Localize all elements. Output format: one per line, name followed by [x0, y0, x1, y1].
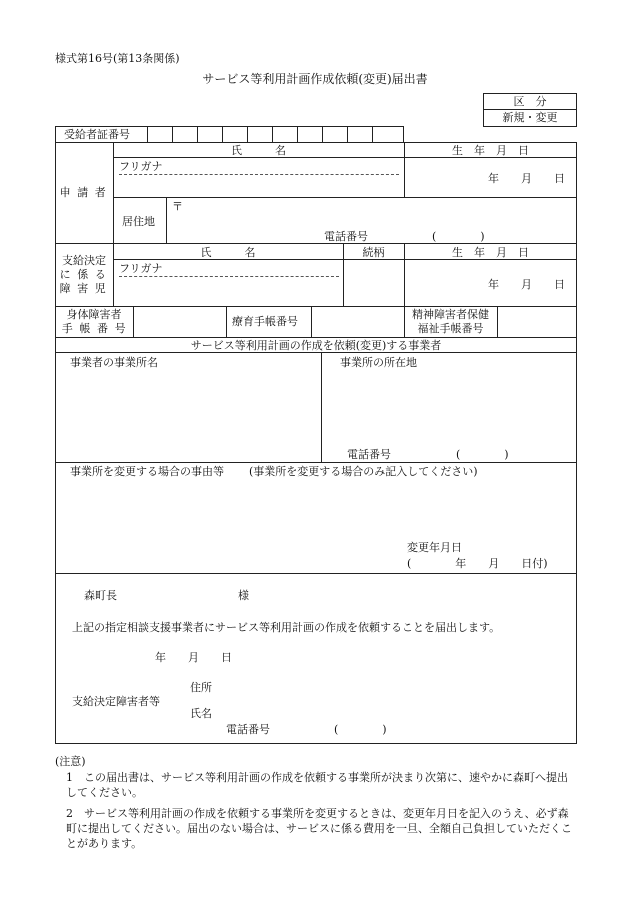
declarant-name-input[interactable]	[218, 705, 568, 721]
applicant-phone-input[interactable]: ( )	[432, 230, 485, 243]
child-furigana-input[interactable]	[170, 262, 340, 275]
declarant-name-label: 氏名	[190, 707, 212, 720]
child-section-label-2: に係る	[59, 268, 113, 281]
postal-mark: 〒	[172, 200, 183, 213]
declarant-address-input[interactable]	[218, 680, 568, 696]
applicant-furigana-label: フリガナ	[119, 160, 163, 173]
notes-heading: (注意)	[55, 755, 86, 768]
change-reason-note: (事業所を変更する場合のみ記入してください)	[249, 465, 478, 478]
change-date-input[interactable]: ( 年 月 日付)	[407, 557, 548, 570]
child-relation-label: 続柄	[362, 246, 385, 259]
applicant-birth-placeholder[interactable]: 年 月 日	[488, 172, 565, 185]
applicant-phone-label: 電話番号	[324, 230, 368, 243]
applicant-name-label: 氏 名	[231, 144, 286, 157]
office-address-input[interactable]	[326, 372, 572, 442]
applicant-furigana-input[interactable]	[170, 159, 400, 173]
form-title: サービス等利用計画作成依頼(変更)届出書	[202, 72, 428, 86]
note-item-1: 1 この届出書は、サービス等利用計画の作成を依頼する事業所が決まり次第に、速やかに森町へ提出してください。	[66, 771, 568, 799]
office-phone-label: 電話番号	[347, 448, 391, 461]
note-item-2: 2 サービス等利用計画の作成を依頼する事業所を変更するときは、変更年月日を記入のうえ、必ず森町に提出してください。届出のない場合は、サービスに係る費用を一旦、全額自己負担していただくことがあります。	[66, 807, 572, 850]
applicant-address-label: 居住地	[122, 215, 155, 228]
applicant-name-input[interactable]	[118, 177, 400, 195]
honorific: 様	[238, 589, 249, 602]
office-phone-input[interactable]: ( )	[456, 448, 509, 461]
child-name-input[interactable]	[118, 280, 340, 302]
child-birth-placeholder[interactable]: 年 月 日	[488, 278, 565, 291]
physical-handbook-label-1: 身体障害者	[66, 308, 122, 321]
physical-handbook-input[interactable]	[135, 308, 224, 335]
category-value[interactable]: 新規・変更	[502, 111, 558, 124]
applicant-birth-label: 生 年 月 日	[452, 144, 529, 157]
change-reason-input[interactable]	[60, 482, 572, 537]
child-furigana-label: フリガナ	[119, 262, 163, 275]
declaration-date[interactable]: 年 月 日	[155, 651, 232, 664]
office-name-label: 事業者の事業所名	[70, 356, 158, 369]
recipient-id-label: 受給者証番号	[64, 128, 130, 141]
declaration-statement: 上記の指定相談支援事業者にサービス等利用計画の作成を依頼することを届出します。	[72, 621, 501, 634]
child-birth-label: 生 年 月 日	[452, 246, 529, 259]
child-name-label: 氏 名	[200, 246, 256, 259]
ryoiku-handbook-input[interactable]	[313, 308, 402, 335]
category-label: 区 分	[513, 95, 547, 108]
recipient-id-input[interactable]	[147, 127, 403, 142]
provider-section-title: サービス等利用計画の作成を依頼(変更)する事業者	[190, 339, 442, 352]
mental-handbook-label-2: 福祉手帳番号	[417, 322, 484, 335]
child-section-label-1: 支給決定	[62, 254, 106, 267]
form-number: 様式第16号(第13条関係)	[55, 52, 180, 65]
mental-handbook-label-1: 精神障害者保健	[412, 308, 489, 321]
child-relation-input[interactable]	[346, 262, 401, 302]
addressee: 森町長	[84, 589, 117, 602]
declarant-label: 支給決定障害者等	[72, 695, 160, 708]
mental-handbook-input[interactable]	[499, 308, 575, 335]
declarant-phone-input[interactable]: ( )	[334, 723, 387, 736]
change-reason-label: 事業所を変更する場合の事由等	[70, 465, 224, 478]
physical-handbook-label-2: 手帳番号	[61, 322, 133, 335]
office-name-input[interactable]	[60, 372, 316, 458]
child-section-label-3: 障害児	[59, 282, 113, 295]
applicant-section-label: 申請者	[59, 186, 113, 199]
change-date-label: 変更年月日	[407, 541, 462, 554]
ryoiku-handbook-label: 療育手帳番号	[232, 315, 298, 328]
declarant-phone-label: 電話番号	[226, 723, 270, 736]
office-address-label: 事業所の所在地	[340, 356, 417, 369]
declarant-address-label: 住所	[190, 681, 212, 694]
applicant-address-input[interactable]	[185, 200, 570, 228]
